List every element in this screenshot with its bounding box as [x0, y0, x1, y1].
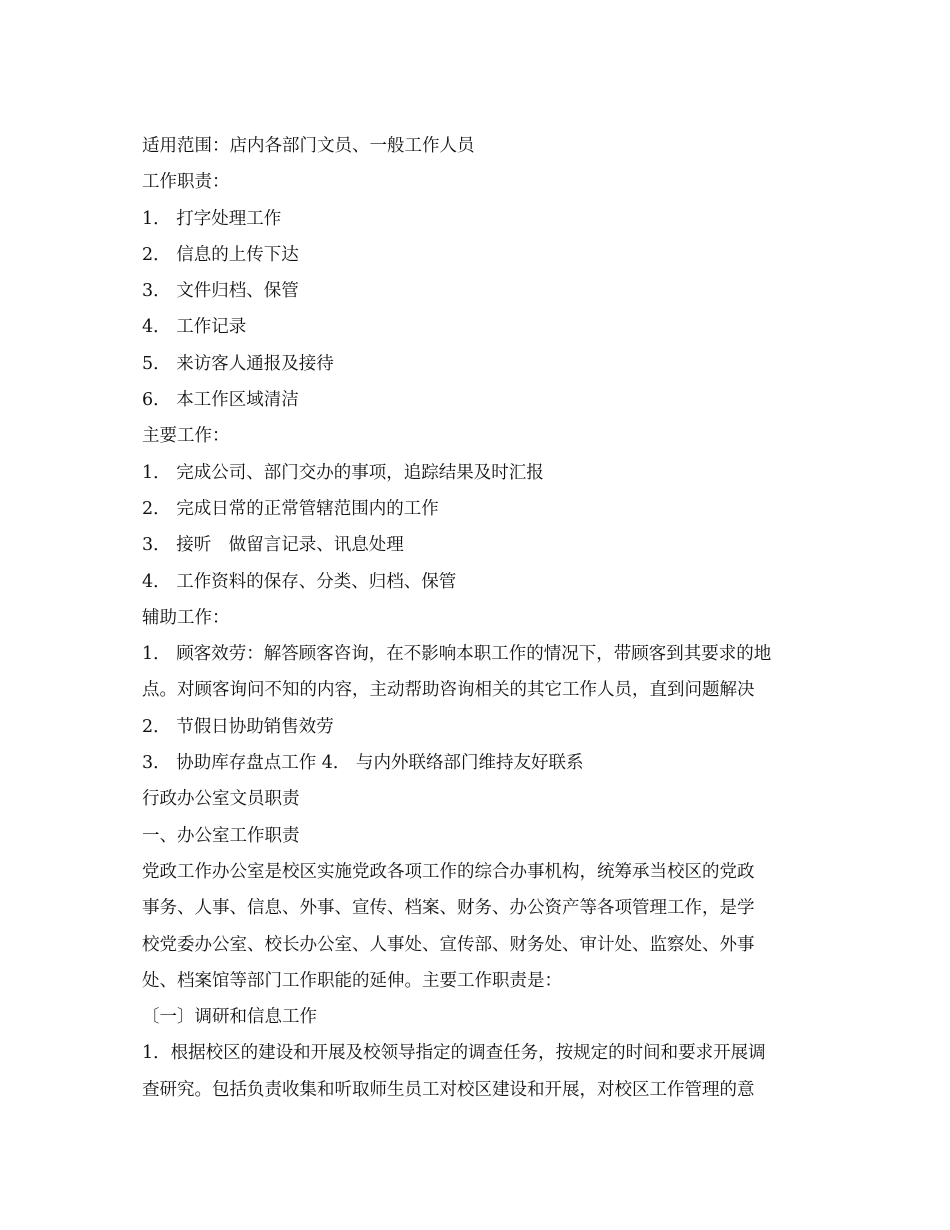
- section-heading-duties: 工作职责：: [142, 172, 230, 193]
- section-heading-auxiliary-work: 辅助工作：: [142, 607, 230, 628]
- list-item: 4． 工作资料的保存、分类、归档、保管: [142, 571, 457, 592]
- paragraph-line: 1．根据校区的建设和开展及校领导指定的调查任务，按规定的时间和要求开展调: [142, 1043, 766, 1064]
- section-heading-office-duties: 一、办公室工作职责: [142, 825, 300, 846]
- paragraph-line: 事务、人事、信息、外事、宣传、档案、财务、办公资产等各项管理工作，是学: [142, 898, 755, 919]
- scope-line: 适用范围：店内各部门文员、一般工作人员: [142, 136, 475, 156]
- paragraph-line: 处、档案馆等部门工作职能的延伸。主要工作职责是：: [142, 970, 562, 991]
- paragraph-line: 党政工作办公室是校区实施党政各项工作的综合办事机构，统筹承当校区的党政: [142, 861, 755, 882]
- list-item: 3． 协助库存盘点工作 4． 与内外联络部门维持友好联系: [142, 753, 584, 774]
- list-item: 2． 信息的上传下达: [142, 244, 299, 265]
- paragraph-line: 校党委办公室、校长办公室、人事处、宣传部、财务处、审计处、监察处、外事: [142, 934, 755, 955]
- list-item: 5． 来访客人通报及接待: [142, 353, 334, 374]
- list-item: 6． 本工作区域清洁: [142, 390, 299, 411]
- list-item: 3． 接听 做留言记录、讯息处理: [142, 535, 404, 556]
- list-item: 4． 工作记录: [142, 317, 247, 338]
- document-body: [142, 128, 814, 1108]
- list-item: 3． 文件归档、保管: [142, 281, 299, 302]
- list-item: 2． 完成日常的正常管辖范围内的工作: [142, 498, 439, 519]
- paragraph-line: 查研究。包括负责收集和听取师生员工对校区建设和开展，对校区工作管理的意: [142, 1079, 755, 1100]
- section-heading-main-work: 主要工作：: [142, 426, 230, 447]
- subsection-heading-research: 〔一〕调研和信息工作: [142, 1007, 317, 1028]
- document-title: 行政办公室文员职责: [142, 789, 300, 810]
- list-item: 1． 完成公司、部门交办的事项，追踪结果及时汇报: [142, 462, 544, 483]
- list-item: 2． 节假日协助销售效劳: [142, 716, 334, 737]
- paragraph-line: 1． 顾客效劳：解答顾客咨询，在不影响本职工作的情况下，带顾客到其要求的地: [142, 644, 772, 665]
- paragraph-line: 点。对顾客询问不知的内容，主动帮助咨询相关的其它工作人员，直到问题解决: [142, 680, 755, 701]
- list-item: 1． 打字处理工作: [142, 208, 282, 229]
